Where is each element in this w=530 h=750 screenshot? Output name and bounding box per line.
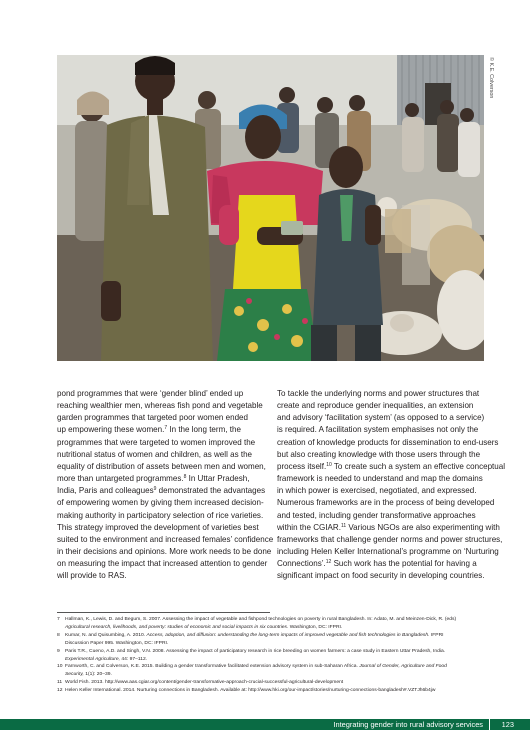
footnote-12 bbox=[57, 687, 497, 695]
footer-bar bbox=[0, 719, 530, 730]
footnote-7 bbox=[57, 616, 497, 632]
body-text-line: will provide to RAS. bbox=[57, 571, 127, 581]
body-text-line: suited to the environment and increased females’ confidence bbox=[57, 534, 274, 544]
footnote-number: 7 bbox=[57, 617, 60, 622]
body-text-line: framework is needed to understand and map the domains bbox=[277, 474, 483, 484]
body-text-line: including Helen Keller International’s programme on ‘Nurturing bbox=[277, 547, 499, 557]
body-text-line: frameworks that challenge gender norms and power structures, bbox=[277, 534, 503, 544]
footnote-rule bbox=[57, 612, 270, 613]
body-text-line: garden programmes that targeted poor women ended bbox=[57, 413, 249, 423]
footnote-ref: 9 bbox=[153, 486, 157, 493]
body-text-line: is required. A facilitation system emphasises not only the bbox=[277, 425, 479, 435]
photo-credit-text: © K.E. Colverson bbox=[488, 57, 494, 99]
body-text-line: on measuring the impact that increased attention to gender bbox=[57, 559, 268, 569]
footnote-8 bbox=[57, 632, 497, 648]
body-text-line: in their decisions and opinions. More work needs to be done bbox=[57, 547, 272, 557]
footnote-text-line: Kumar, N. and Quisumbing, A. 2010. Access, adoption, and diffusion: understanding the long-term impacts of improved vegetable and fish technologies in Bangladesh. IFPRI bbox=[65, 632, 444, 638]
body-text-line: process itself.$^{10}$ To create such a system an effective conceptual bbox=[277, 461, 506, 471]
body-text-line: India, Paris and colleagues$^9$ demonstrated the advantages bbox=[57, 486, 266, 496]
footnote-text-line: Helen Keller International. 2014. Nurturing connections in Bangladesh. Available at: http://www.hki.org/our-impact/stories/nurturing-connections-bangladesh#.VZTJh6b4jw bbox=[65, 688, 436, 694]
body-text-line: equality of distribution of assets between men and women, bbox=[57, 461, 266, 471]
footnote-text-line: Paris T.R., Cueno, A.D. and Singh, V.N. 2008. Assessing the impact of participatory research in rice breeding on women farmers: a case study in Eastern Uttar Pradesh, India. bbox=[65, 648, 446, 654]
body-text-line: in which power is exercised, negotiated, and expressed. bbox=[277, 486, 477, 496]
body-text-line: creation of knowledge products for dissemination to end-users bbox=[277, 437, 499, 447]
body-text-line: of empowering women by giving them increased decision- bbox=[57, 498, 264, 508]
footnote-text-line: Security, 1(1): 20–39. bbox=[65, 672, 112, 678]
page-number: 123 bbox=[501, 720, 514, 729]
footnote-text-line: Discussion Paper 995. Washington, DC: IFPRI. bbox=[65, 640, 169, 646]
body-column-left bbox=[57, 388, 273, 583]
body-text-line: and advisory ‘facilitation system’ (as opposed to a service) bbox=[277, 413, 485, 423]
body-text-line: Numerous frameworks are in the process of being developed bbox=[277, 498, 495, 508]
body-text-line: pond programmes that were ‘gender blind’ ended up bbox=[57, 389, 244, 398]
footnote-9 bbox=[57, 648, 497, 664]
body-text-line: create and reproduce gender inequalities, an extension bbox=[277, 401, 474, 411]
footnote-text-line: World Fish. 2013. http://www.aas.cgiar.org/content/gender-transformative-approach-crucial-successful-agricultural-development bbox=[65, 680, 344, 686]
footnote-text-line: Farnworth, C. and Colverson, K.E. 2015. Building a gender transformative facilitated extension advisory system in sub-Saharan Africa. Journal of Gender, Agriculture and Food bbox=[65, 664, 447, 670]
photo-credit bbox=[486, 57, 496, 117]
body-text-line: within the CGIAR.$^{11}$ Various NGOs are also experimenting with bbox=[277, 522, 500, 532]
footnote-number: 9 bbox=[57, 648, 60, 654]
footnote-ref: 8 bbox=[183, 474, 187, 481]
footnote-10 bbox=[57, 663, 497, 679]
footnote-text-line: Experimental Agriculture, 44: 97–112. bbox=[65, 656, 148, 662]
body-text-line: To tackle the underlying norms and power structures that bbox=[277, 389, 480, 398]
footer-title: Integrating gender into rural advisory services bbox=[333, 720, 483, 729]
footnote-ref: 12 bbox=[325, 559, 332, 566]
footnote-number: 10 bbox=[57, 664, 63, 670]
footnote-number: 12 bbox=[57, 688, 63, 694]
body-text-line: Connections’.$^{12}$ Such work has the potential for having a bbox=[277, 559, 477, 569]
body-text-line: significant impact on food security in developing countries. bbox=[277, 571, 485, 581]
market-photo bbox=[57, 55, 484, 361]
body-text-line: more than untargeted programmes.$^8$ In Uttar Pradesh, bbox=[57, 474, 250, 484]
body-text-line: nutritional status of women and children, as well as the bbox=[57, 449, 253, 459]
footnote-number: 11 bbox=[57, 680, 63, 686]
body-text-line: reaching wealthier men, whereas fish pond and vegetable bbox=[57, 401, 263, 411]
footnotes bbox=[57, 616, 497, 695]
body-text-line: up empowering these women.$^7$ In the long term, the bbox=[57, 425, 241, 435]
footnote-ref: 7 bbox=[164, 425, 168, 432]
footnote-text-line: Agricultural research, livelihoods, and poverty: studies of economic and social impacts in six countries. Washington, DC: IFPRI. bbox=[65, 624, 343, 630]
body-text-line: programmes that were targeted to women improved the bbox=[57, 437, 256, 447]
footnote-number: 8 bbox=[57, 632, 60, 638]
body-column-right bbox=[277, 388, 506, 583]
body-text-line: but also creating knowledge with those users through the bbox=[277, 449, 481, 459]
footnote-ref: 10 bbox=[326, 461, 332, 468]
footnote-ref: 11 bbox=[340, 522, 347, 529]
footnote-11 bbox=[57, 679, 497, 687]
footnote-text-line: Hallman, K., Lewis, D. and Begum, S. 2007. Assessing the impact of vegetable and fishpond technologies on poverty in rural Bangladesh. In: Adato, M. and Meinzen-Dick, R. (eds) bbox=[65, 617, 457, 622]
body-text-line: This strategy improved the development of varieties best bbox=[57, 522, 259, 532]
body-text-line: making authority in participatory selection of rice varieties. bbox=[57, 510, 264, 520]
body-text-line: and tested, including gender transformative approaches bbox=[277, 510, 476, 520]
footer-divider bbox=[489, 719, 490, 730]
